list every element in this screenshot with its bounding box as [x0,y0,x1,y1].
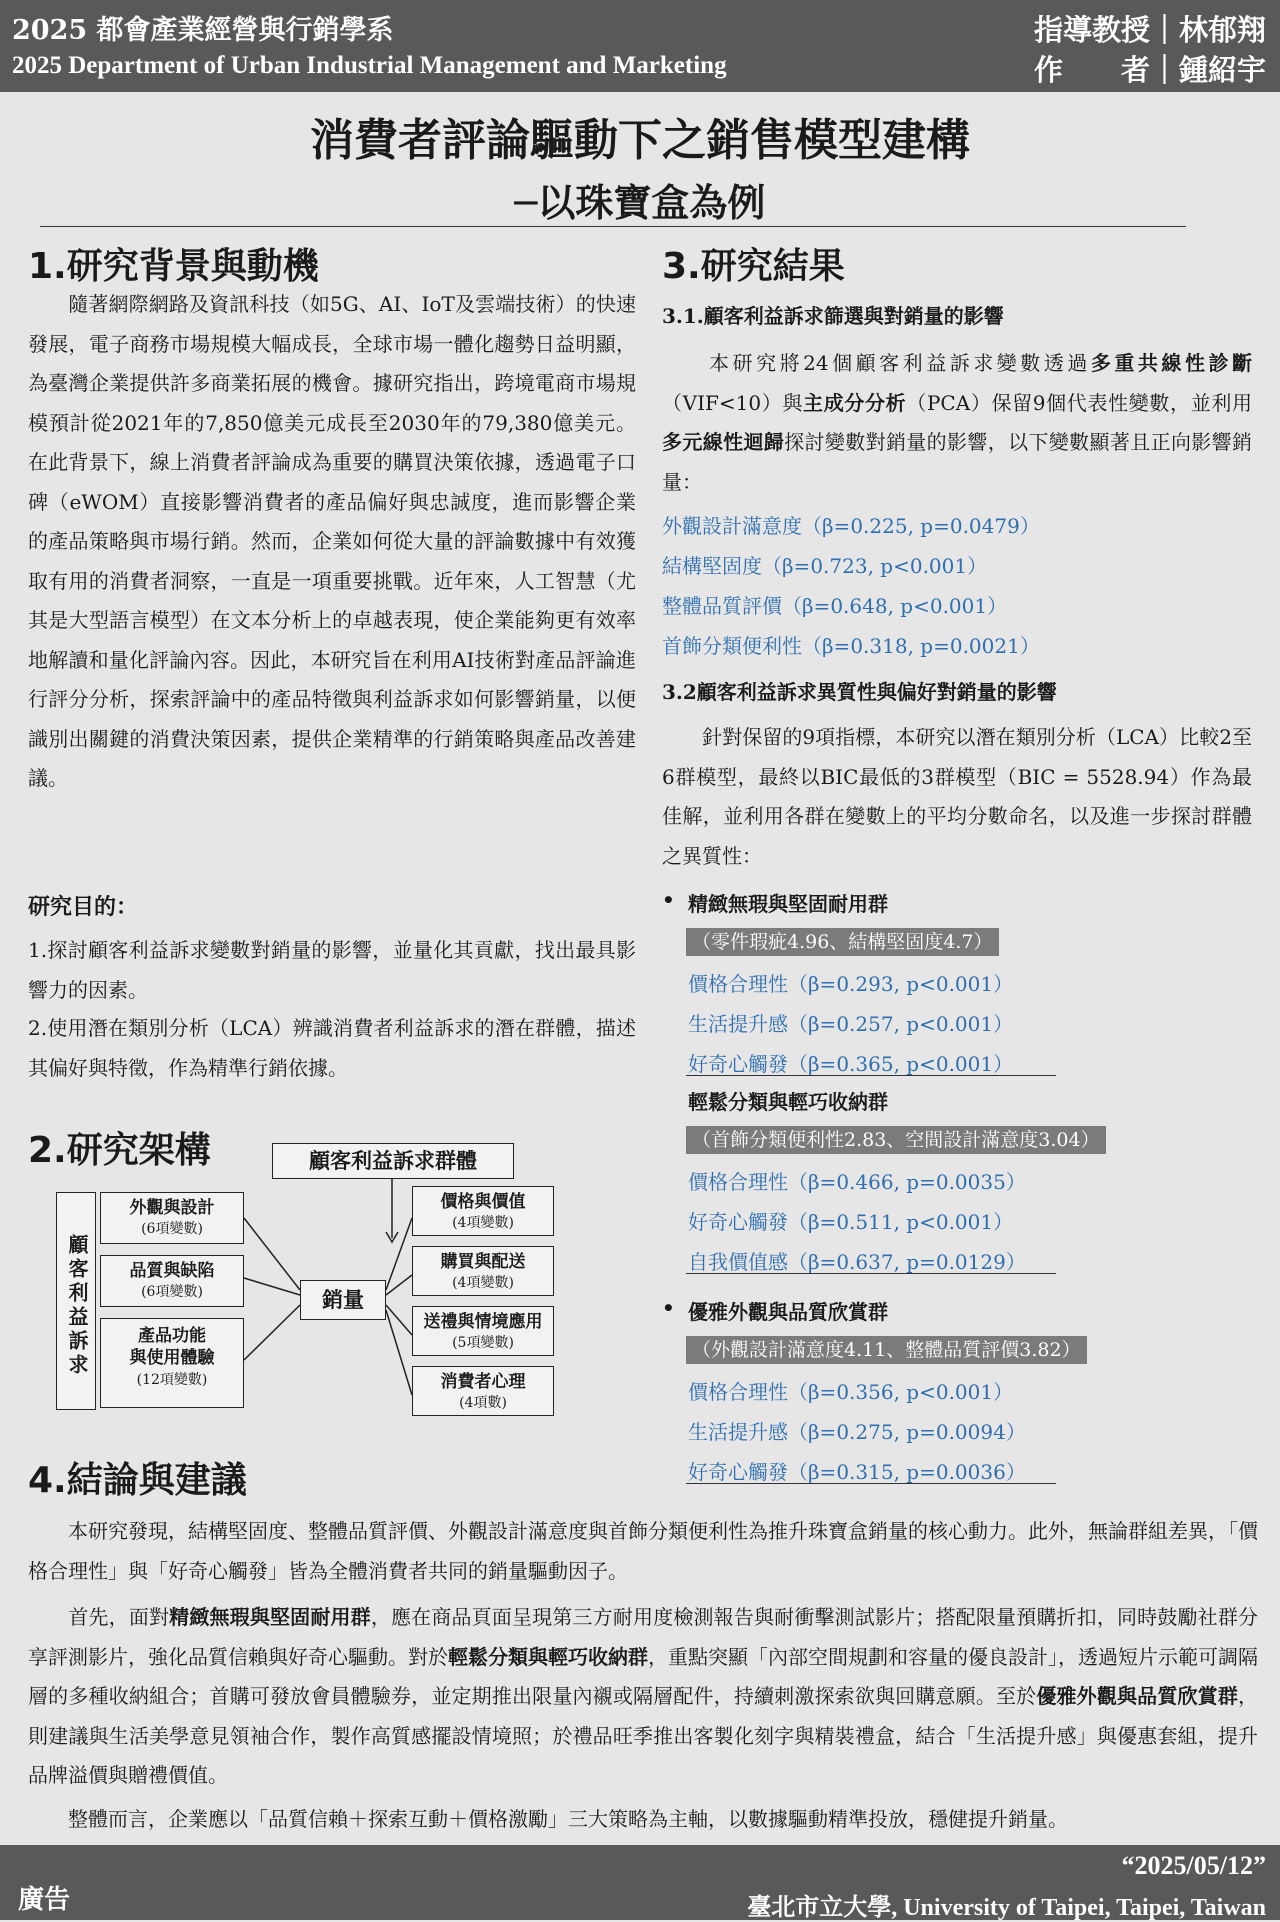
footer-date: “2025/05/12” [1121,1851,1266,1880]
connector-right-4 [386,1310,412,1395]
group3-item2: 生活提升感（β=0.275, p=0.0094） [688,1420,1026,1444]
box-sales: 銷量 [300,1280,386,1320]
box-purchase-delivery: 購買與配送 (4項變數) [412,1246,554,1296]
group3-item1: 價格合理性（β=0.356, p<0.001） [688,1380,1014,1404]
conclusion-paragraph-3: 整體而言，企業應以「品質信賴＋探索互動＋價格激勵」三大策略為主軸，以數據驅動精準投放，穩健提升銷量。 [28,1807,1068,1831]
purpose-2: 2.使用潛在類別分析（LCA）辨識消費者利益訴求的潛在群體，描述其偏好與特徵，作為精準行銷依據。 [28,1016,636,1080]
box-function: 產品功能 與使用體驗 (12項變數) [100,1318,244,1408]
box-gift-scenario: 送禮與情境應用 (5項變數) [412,1306,554,1356]
group1-item3: 好奇心觸發（β=0.365, p<0.001） [688,1052,1014,1076]
footer-university: 臺北市立大學, University of Taipei, Taipei, Taiwan [747,1895,1266,1921]
sig-var-2: 結構堅固度（β=0.723, p<0.001） [662,554,988,578]
group2-item2: 好奇心觸發（β=0.511, p<0.001） [688,1210,1014,1234]
subsection-3-1: 3.1.顧客利益訴求篩選與對銷量的影響 [662,304,1004,328]
purpose-heading: 研究目的： [28,894,139,920]
group2-underline [686,1273,1056,1274]
box-psychology: 消費者心理 (4項數) [412,1366,554,1416]
section3-heading: 3.研究結果 [662,246,845,287]
group2-item1: 價格合理性（β=0.466, p=0.0035） [688,1170,1026,1194]
department-en: 2025 Department of Urban Industrial Management and Marketing [12,52,727,79]
sig-var-4: 首飾分類便利性（β=0.318, p=0.0021） [662,634,1040,658]
connector-right-1 [386,1218,412,1290]
section1-body: 隨著網際網路及資訊科技（如5G、AI、IoT及雲端技術）的快速發展，電子商務市場規模大幅成長，全球市場一體化趨勢日益明顯，為臺灣企業提供許多商業拓展的機會。據研究指出，跨境電商市場規模預計從2021年的7,850億美元成長至2030年的79,380億美元。在此背景下，線上消費者評論成為重要的購買決策依據，透過電子口碑（eWOM）直接影響消費者的產品偏好與忠誠度，進而影響企業的產品策略與市場行銷。然而，企業如何從大量的評論數據中有效獲取有用的消費者洞察，一直是一項重要挑戰。近年來，人工智慧（尤其是大型語言模型）在文本分析上的卓越表現，使企業能夠更有效率地解讀和量化評論內容。因此，本研究旨在利用AI技術對產品評論進行評分分析，探索評論中的產品特徵與利益訴求如何影響銷量，以便識別出關鍵的消費決策因素，提供企業精準的行銷策略與產品改善建議。 [28,292,636,790]
poster-title: 消費者評論驅動下之銷售模型建構 [310,115,970,166]
sig-var-3: 整體品質評價（β=0.648, p<0.001） [662,594,1008,618]
sig-var-1: 外觀設計滿意度（β=0.225, p=0.0479） [662,514,1040,538]
poster-subtitle: ─以珠寶盒為例 [514,181,766,225]
group2-item3: 自我價值感（β=0.637, p=0.0129） [688,1250,1026,1274]
group2-tag: （首飾分類便利性2.83、空間設計滿意度3.04） [686,1126,1106,1154]
connector-right-3 [386,1305,412,1335]
connector-left-1 [244,1218,300,1290]
box-quality: 品質與缺陷 (6項變數) [100,1255,244,1307]
group1-item2: 生活提升感（β=0.257, p<0.001） [688,1012,1014,1036]
framework-side-label: 顧客利益訴求 [56,1192,96,1410]
result-paragraph-1: 本研究將24個顧客利益訴求變數透過多重共線性診斷（VIF<10）與主成分分析（PCA）保留9個代表性變數，並利用多元線性迴歸探討變數對銷量的影響，以下變數顯著且正向影響銷量： [662,351,1253,494]
framework-top-box: 顧客利益訴求群體 [272,1143,514,1179]
box-appearance: 外觀與設計 (6項變數) [100,1192,244,1244]
advisor: 指導教授｜林郁翔 [1033,13,1266,47]
group2-name: 輕鬆分類與輕巧收納群 [688,1090,888,1114]
section2-heading: 2.研究架構 [28,1130,211,1171]
footer-bar [0,1845,1280,1920]
subsection-3-2: 3.2顧客利益訴求異質性與偏好對銷量的影響 [662,680,1057,704]
group1-tag: （零件瑕疵4.96、結構堅固度4.7） [686,928,999,956]
conclusion-paragraph-1: 本研究發現，結構堅固度、整體品質評價、外觀設計滿意度與首飾分類便利性為推升珠寶盒銷量的核心動力。此外，無論群組差異，「價格合理性」與「好奇心觸發」皆為全體消費者共同的銷量驅動因子。 [28,1519,1258,1583]
conclusion-paragraph-2: 首先，面對精緻無瑕與堅固耐用群，應在商品頁面呈現第三方耐用度檢測報告與耐衝擊測試影片；搭配限量預購折扣，同時鼓勵社群分享評測影片，強化品質信賴與好奇心驅動。對於輕鬆分類與輕巧收納群，重點突顯「內部空間規劃和容量的優良設計」，透過短片示範可調隔層的多種收納組合；首購可發放會員體驗券，並定期推出限量內襯或隔層配件，持續刺激探索欲與回購意願。至於優雅外觀與品質欣賞群，則建議與生活美學意見領袖合作，製作高質感擺設情境照；於禮品旺季推出客製化刻字與精裝禮盒，結合「生活提升感」與優惠套組，提升品牌溢價與贈禮價值。 [28,1605,1259,1787]
group1-item1: 價格合理性（β=0.293, p<0.001） [688,972,1014,996]
section1-heading: 1.研究背景與動機 [28,246,319,287]
group1-bullet: • [662,888,675,912]
author: 作 者｜鍾紹宇 [1033,53,1266,87]
group3-bullet: • [662,1296,675,1320]
result-paragraph-2: 針對保留的9項指標，本研究以潛在類別分析（LCA）比較2至6群模型，最終以BIC最低的3群模型（BIC = 5528.94）作為最佳解，並利用各群在變數上的平均分數命名，以及進一步探討群體之異質性： [662,725,1252,868]
connector-left-3 [244,1305,300,1360]
box-price-value: 價格與價值 (4項變數) [412,1186,554,1236]
group1-name: 精緻無瑕與堅固耐用群 [688,892,888,916]
group3-underline [686,1483,1056,1484]
group1-underline [686,1075,1056,1076]
group3-tag: （外觀設計滿意度4.11、整體品質評價3.82） [686,1336,1087,1364]
purpose-1: 1.探討顧客利益訴求變數對銷量的影響，並量化其貢獻，找出最具影響力的因素。 [28,938,636,1002]
group3-item3: 好奇心觸發（β=0.315, p=0.0036） [688,1460,1026,1484]
section4-heading: 4.結論與建議 [28,1460,247,1501]
department-zh: 2025 都會產業經營與行銷學系 [12,15,394,46]
group3-name: 優雅外觀與品質欣賞群 [688,1300,888,1324]
footer-ad: 廣告 [18,1885,71,1915]
connector-left-2 [244,1278,300,1295]
